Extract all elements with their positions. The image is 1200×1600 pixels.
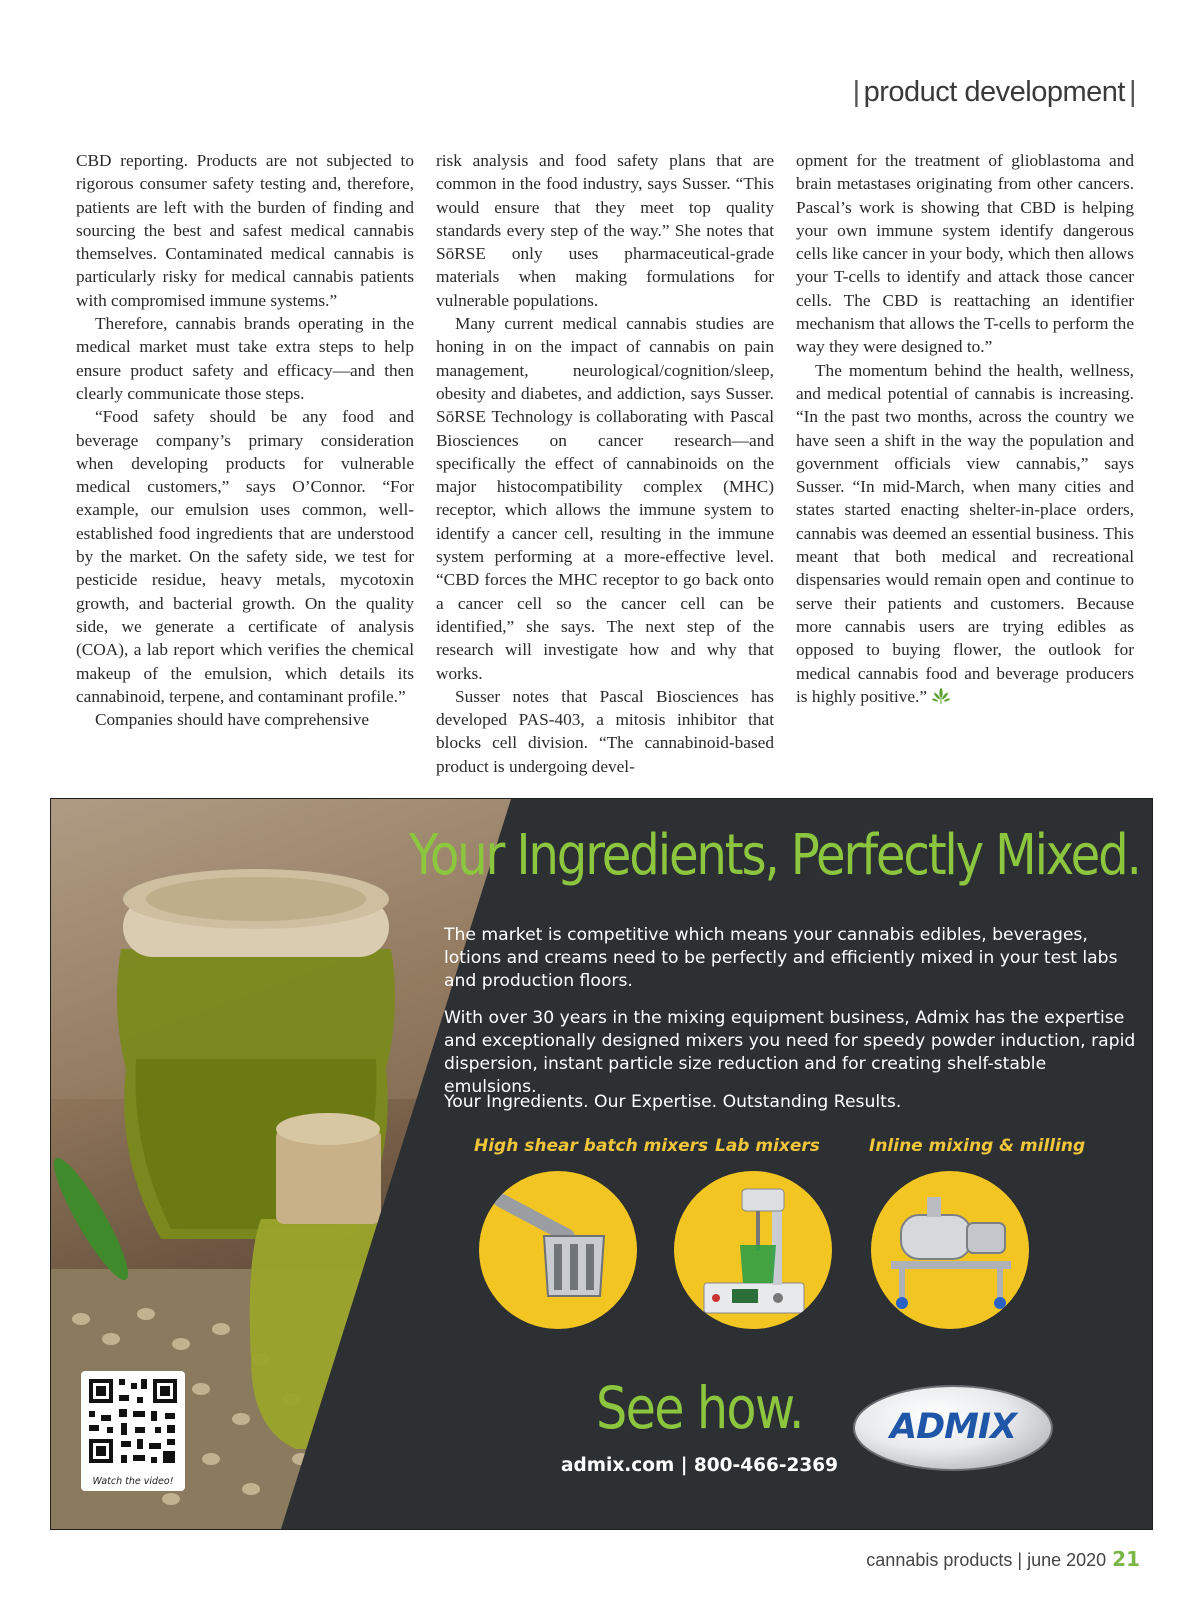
high-shear-mixer-image [479, 1171, 637, 1329]
website-link[interactable]: admix.com [561, 1455, 675, 1476]
article-column-3 [796, 149, 1134, 708]
product-label-inline: Inline mixing & milling [869, 1136, 1086, 1156]
publication-name: cannabis products [866, 1550, 1013, 1570]
paragraph: risk analysis and food safety plans that are common in the food industry, says Susser. “This would ensure that they meet top quality standards every step of the way.” She notes that SōRSE only uses pharmaceutical-grade materials when making formulations for vulnerable populations. [436, 151, 774, 310]
admix-logo-text: ADMIX [890, 1407, 1016, 1447]
product-label-lab-mixers: Lab mixers [715, 1136, 820, 1156]
qr-code-icon [81, 1371, 185, 1471]
lab-mixer-image [674, 1171, 832, 1329]
admix-logo[interactable] [855, 1387, 1051, 1469]
cannabis-leaf-icon [931, 688, 951, 704]
issue-date: june 2020 [1027, 1550, 1107, 1570]
paragraph: Therefore, cannabis brands operating in the medical market must take extra steps to help ensure product safety and efficacy—and then clearly communicate those steps. [76, 314, 414, 403]
admix-advertisement[interactable] [50, 798, 1153, 1530]
ad-headline: Your Ingredients, Perfectly Mixed. [409, 823, 1140, 888]
paragraph [796, 359, 1134, 708]
section-title: product development [863, 76, 1125, 108]
contact-separator: | [674, 1455, 694, 1476]
see-how-cta[interactable]: See how. [596, 1374, 803, 1442]
paragraph: opment for the treatment of glioblastoma and brain metastases originating from other cancers. Pascal’s work is showing that CBD is helping your own immune system identify dangerous cells like cancer in your body, which then allows your T-cells to identify and attack those cancer cells. The CBD is reattaching an identifier mechanism that allows the T-cells to perform the way they were designed to.” [796, 151, 1134, 357]
product-label-high-shear: High shear batch mixers [474, 1136, 709, 1156]
article-column-2 [436, 149, 774, 778]
paragraph-text: The momentum behind the health, wellness, and medical potential of cannabis is increasing. “In the past two months, across the country we have seen a shift in the way the population and government officials view cannabis,” says Susser. “In mid-March, when many cities and states started enacting shelter-in-place orders, cannabis was deemed an essential business. This meant that both medical and recreational dispensaries would remain open and continue to serve their patients and customers. Because more cannabis users are trying edibles as opposed to buying flower, the outlook for medical cannabis food and beverage producers is highly positive.” [796, 360, 1134, 706]
paragraph: CBD reporting. Products are not subjected to rigorous consumer safety testing and, therefore, patients are left with the burden of finding and sourcing the best and safest medical cannabis themselves. Contaminated medical cannabis is particularly risky for medical cannabis patients with compromised immune systems.” [76, 151, 414, 310]
paragraph: Many current medical cannabis studies are honing in on the impact of cannabis on pain management, neurological/cognition/sleep, obesity and diabetes, and addiction, says Susser. SōRSE Technology is collaborating with Pascal Biosciences on cancer research—and specifically the effect of cannabinoids on the major histocompatibility complex (MHC) receptor, which allows the immune system to identify a cancer cell, resulting in the immune system performing at a more-effective level. “CBD forces the MHC receptor to go back onto a cancer cell so the cancer cell can be identified,” she says. The next step of the research will investigate how and why that works. [436, 314, 774, 683]
paragraph: Companies should have comprehensive [95, 710, 370, 730]
page-number: 21 [1112, 1547, 1140, 1571]
page-footer: cannabis products | june 2020 21 [866, 1547, 1140, 1571]
phone-number[interactable]: 800-466-2369 [693, 1455, 838, 1476]
qr-caption: Watch the video! [92, 1476, 174, 1487]
section-header: | product development | [852, 76, 1136, 108]
paragraph: “Food safety should be any food and beverage company’s primary consideration when developing products for vulnerable medical customers,” says O’Connor. “For example, our emulsion uses common, well-established food ingredients that are understood by the market. On the safety side, we test for pesticide residue, heavy metals, mycotoxin growth, and bacterial growth. On the quality side, we generate a certificate of analysis (COA), a lab report which verifies the chemical makeup of the emulsion, which details its cannabinoid, terpene, and contaminant profile.” [76, 407, 414, 706]
inline-mixer-image [871, 1171, 1029, 1329]
ad-contact [561, 1455, 838, 1476]
qr-code[interactable] [81, 1371, 185, 1491]
paragraph: Susser notes that Pascal Biosciences has developed PAS-403, a mitosis inhibitor that blocks cell division. “The cannabinoid-based product is undergoing devel- [436, 686, 774, 776]
ad-tagline: Your Ingredients. Our Expertise. Outstanding Results. [444, 1092, 902, 1112]
ad-paragraph: The market is competitive which means your cannabis edibles, beverages, lotions and creams need to be perfectly and efficiently mixed in your test labs and production floors. [444, 925, 1118, 991]
article-column-1 [76, 149, 414, 731]
ad-paragraph: With over 30 years in the mixing equipment business, Admix has the expertise and exceptionally designed mixers you need for speedy powder induction, rapid dispersion, instant particle size reduction and for creating shelf-stable emulsions. [444, 1008, 1136, 1097]
